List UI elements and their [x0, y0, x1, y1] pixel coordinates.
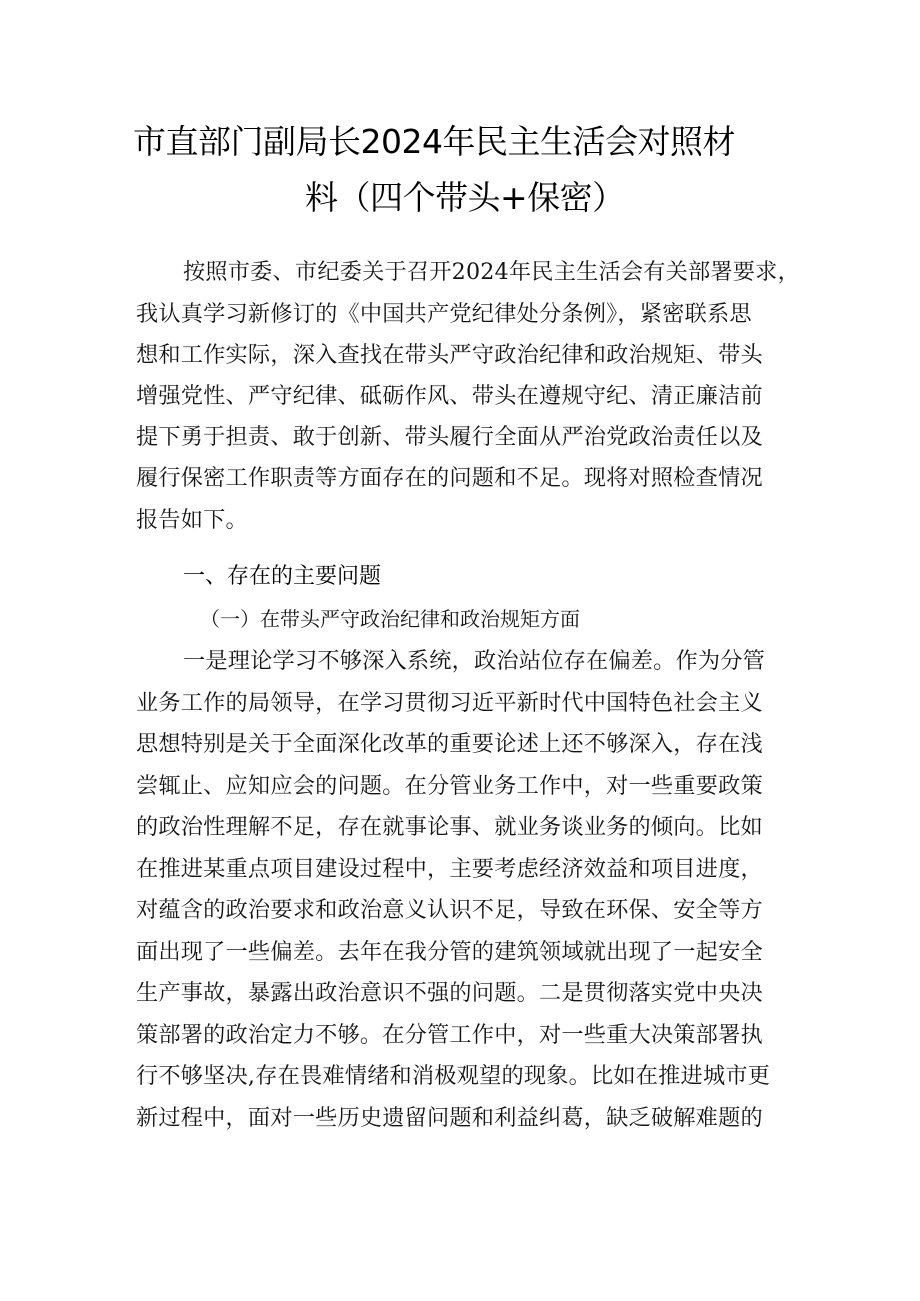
- body-line: 尝辄止、应知应会的问题。在分管业务工作中，对一些重要政策: [136, 773, 763, 799]
- document-title-line-1: 市直部门副局长2024年民主生活会对照材: [133, 122, 735, 161]
- intro-line: 想和工作实际，深入查找在带头严守政治纪律和政治规矩、带头: [136, 342, 763, 368]
- body-line: 的政治性理解不足，存在就事论事、就业务谈业务的倾向。比如: [136, 814, 763, 840]
- subsection-heading: （一）在带头严守政治纪律和政治规矩方面: [200, 607, 580, 631]
- body-line: 在推进某重点项目建设过程中，主要考虑经济效益和项目进度，: [136, 856, 763, 882]
- body-line: 行不够坚决,存在畏难情绪和消极观望的现象。比如在推进城市更: [136, 1063, 771, 1089]
- intro-line: 提下勇于担责、敢于创新、带头履行全面从严治党政治责任以及: [136, 424, 763, 450]
- body-line: 一是理论学习不够深入系统，政治站位存在偏差。作为分管: [183, 648, 766, 674]
- body-line: 生产事故，暴露出政治意识不强的问题。二是贯彻落实党中央决: [136, 980, 763, 1006]
- intro-line: 增强党性、严守纪律、砥砺作风、带头在遵规守纪、清正廉洁前: [136, 383, 763, 409]
- section-heading: 一、存在的主要问题: [183, 564, 382, 589]
- intro-line: 按照市委、市纪委关于召开2024年民主生活会有关部署要求，: [183, 259, 800, 285]
- document-title-line-2: 料（四个带头+保密）: [305, 178, 625, 217]
- body-line: 对蕴含的政治要求和政治意义认识不足，导致在环保、安全等方: [136, 897, 763, 923]
- body-line: 策部署的政治定力不够。在分管工作中，对一些重大决策部署执: [136, 1022, 763, 1048]
- body-line: 新过程中，面对一些历史遗留问题和利益纠葛，缺乏破解难题的: [136, 1105, 763, 1131]
- body-line: 思想特别是关于全面深化改革的重要论述上还不够深入，存在浅: [136, 731, 763, 757]
- intro-line: 报告如下。: [136, 507, 248, 533]
- body-line: 面出现了一些偏差。去年在我分管的建筑领域就出现了一起安全: [136, 939, 763, 965]
- intro-line: 履行保密工作职责等方面存在的问题和不足。现将对照检查情况: [136, 465, 763, 491]
- intro-line: 我认真学习新修订的《中国共产党纪律处分条例》，紧密联系思: [136, 301, 752, 327]
- body-line: 业务工作的局领导，在学习贯彻习近平新时代中国特色社会主义: [136, 690, 763, 716]
